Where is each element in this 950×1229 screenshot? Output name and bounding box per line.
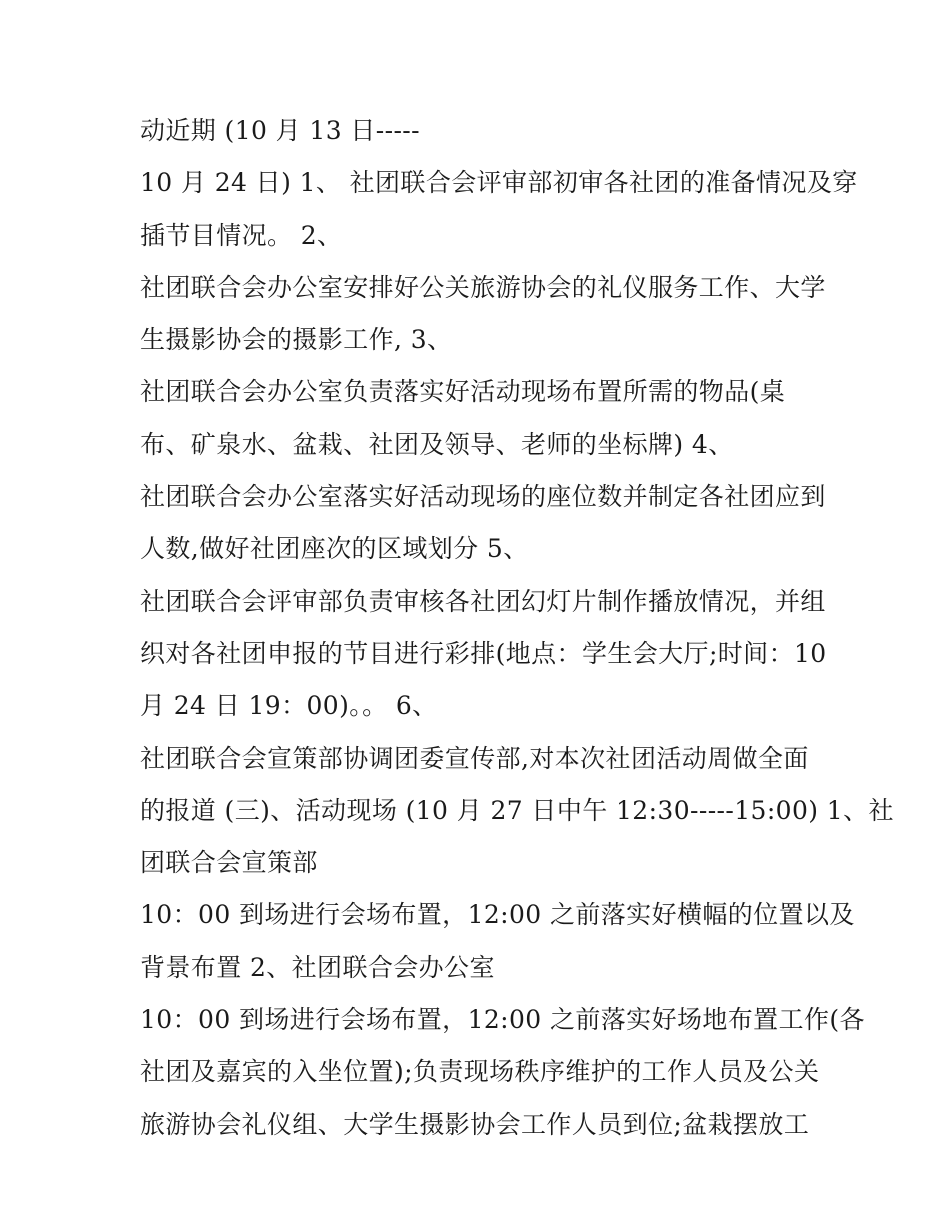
text-line: 社团联合会办公室落实好活动现场的座位数并制定各社团应到: [140, 482, 826, 512]
text-line: 生摄影协会的摄影工作, 3、: [140, 325, 453, 355]
text-line: 旅游协会礼仪组、大学生摄影协会工作人员到位;盆栽摆放工: [140, 1109, 810, 1139]
text-line: 10 月 24 日) 1、 社团联合会评审部初审各社团的准备情况及穿: [140, 168, 858, 198]
text-line: 社团联合会办公室负责落实好活动现场布置所需的物品(桌: [140, 377, 786, 407]
text-line: 社团联合会办公室安排好公关旅游协会的礼仪服务工作、大学: [140, 272, 826, 302]
text-line: 社团联合会评审部负责审核各社团幻灯片制作播放情况，并组: [140, 586, 826, 616]
text-line: 布、矿泉水、盆栽、社团及领导、老师的坐标牌) 4、: [140, 429, 734, 459]
text-line: 人数,做好社团座次的区域划分 5、: [140, 534, 529, 564]
document-body: [140, 105, 894, 1151]
text-line: 10：00 到场进行会场布置，12:00 之前落实好横幅的位置以及: [140, 900, 855, 930]
text-line: 插节目情况。 2、: [140, 220, 343, 250]
text-line: 团联合会宣策部: [140, 848, 318, 878]
text-line: 背景布置 2、社团联合会办公室: [140, 952, 495, 982]
text-line: 动近期 (10 月 13 日-----: [140, 116, 421, 145]
text-line: 月 24 日 19：00)。。 6、: [140, 691, 438, 721]
text-line: 社团联合会宣策部协调团委宣传部,对本次社团活动周做全面: [140, 743, 809, 773]
text-line: 社团及嘉宾的入坐位置);负责现场秩序维护的工作人员及公关: [140, 1057, 820, 1087]
text-line: 织对各社团申报的节目进行彩排(地点：学生会大厅;时间：10: [140, 638, 827, 668]
text-line: 的报道 (三)、活动现场 (10 月 27 日中午 12:30-----15:00) 1、社: [140, 795, 894, 825]
text-line: 10：00 到场进行会场布置，12:00 之前落实好场地布置工作(各: [140, 1005, 865, 1035]
